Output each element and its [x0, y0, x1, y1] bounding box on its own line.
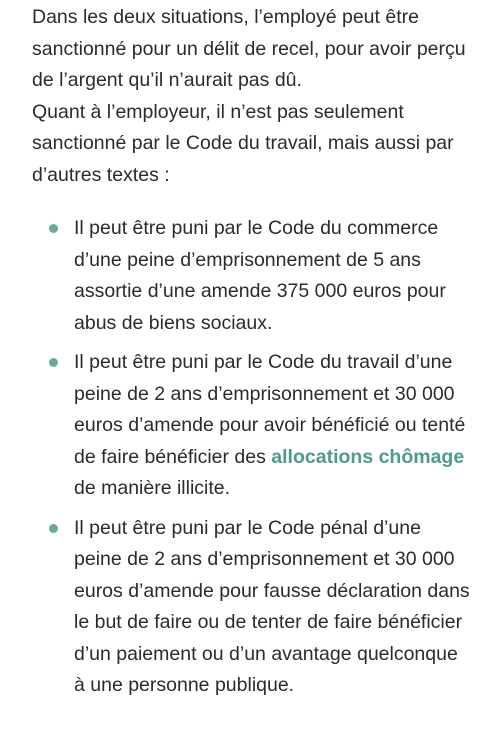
list-item-text: Il peut être puni par le Code pénal d’une peine de 2 ans d’emprisonnement et 30 000 euros d’amende pour fausse déclaration dans le but de faire ou de tenter de faire bénéficier d’un paiement ou d’un avantage quelconque à une personne publique.: [74, 516, 470, 696]
bullet-dot-icon: [49, 524, 58, 533]
list-item-code-travail: [32, 347, 473, 505]
paragraph-situations: Dans les deux situations, l’employé peut être sanctionné pour un délit de recel, pour avoir perçu de l’argent qu’il n’aurait pas dû.: [32, 6, 466, 91]
list-item-text-after: de manière illicite.: [74, 477, 231, 499]
sanctions-list: [32, 213, 473, 702]
bullet-dot-icon: [49, 224, 58, 233]
allocations-chomage-link[interactable]: allocations chômage: [271, 445, 465, 468]
list-item-code-commerce: [32, 213, 473, 339]
list-item-text: Il peut être puni par le Code du commerce d’une peine d’emprisonnement de 5 ans assortie d’une amende 375 000 euros pour abus de biens sociaux.: [74, 217, 446, 334]
list-item-text-before: Il peut être puni par le Code du travail d’une peine de 2 ans d’emprisonnement et 30 000 euros d’amende pour avoir bénéficié ou tenté de faire bénéficier des: [74, 351, 466, 468]
paragraph-employer: Quant à l’employeur, il n’est pas seulement sanctionné par le Code du travail, mais aussi par d’autres textes :: [32, 100, 454, 186]
bullet-dot-icon: [49, 358, 58, 367]
list-item-code-penal: [32, 513, 473, 702]
